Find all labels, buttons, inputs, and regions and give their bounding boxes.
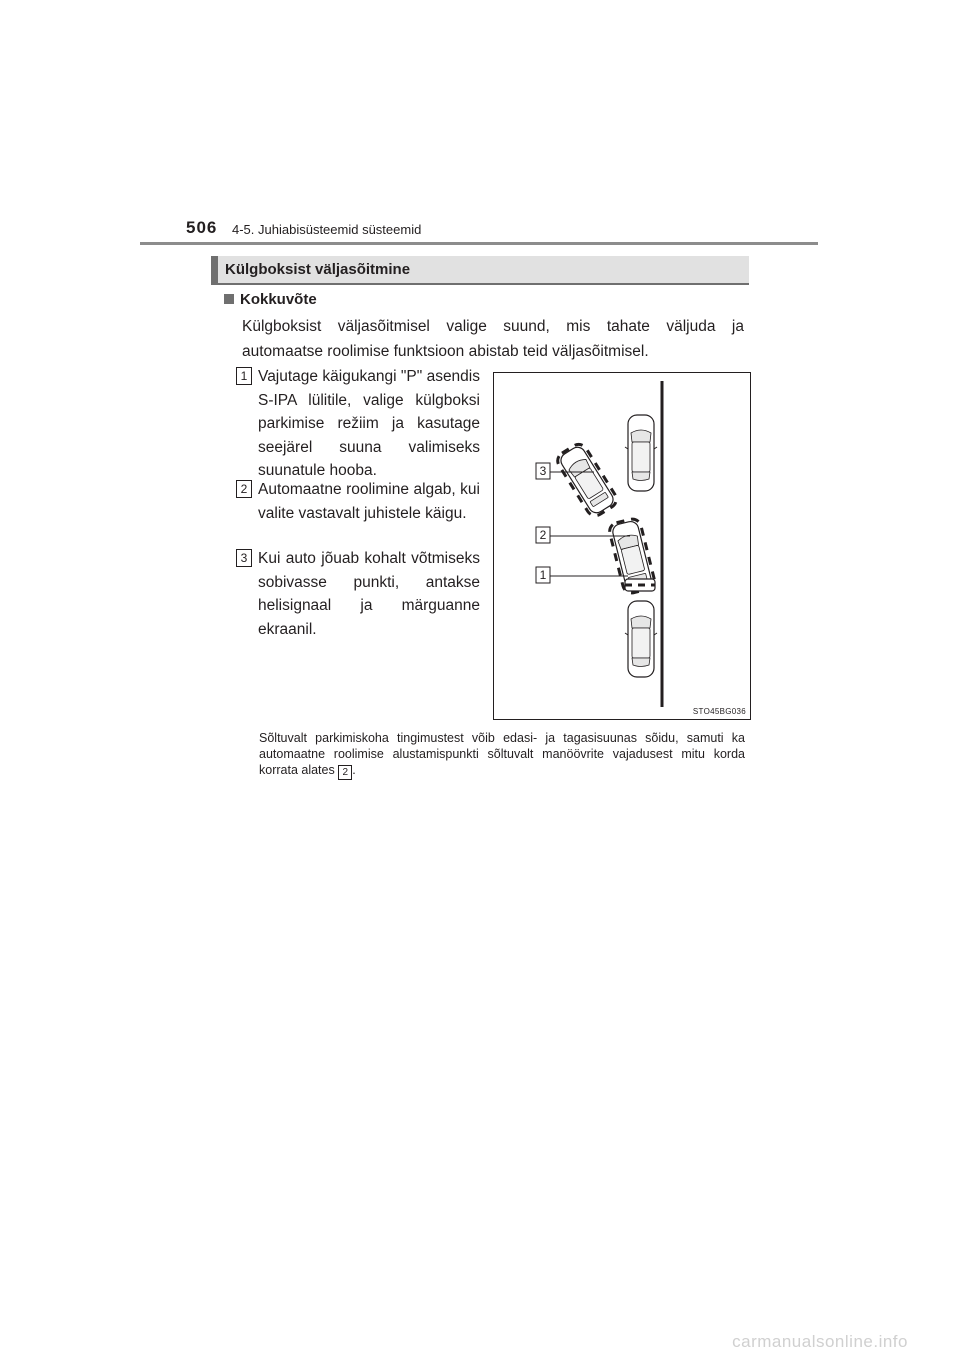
step-text: Kui auto jõuab kohalt võtmiseks sobivasse punkti, antakse helisignaal ja märguanne ekraanil. [258, 550, 480, 638]
note-end: . [352, 763, 356, 777]
step-number-badge: 3 [236, 549, 252, 567]
parked-car-front [625, 415, 657, 491]
step-number-badge: 1 [236, 367, 252, 385]
step-1 [236, 365, 480, 483]
parked-car-rear [625, 601, 657, 677]
parking-exit-figure [493, 372, 751, 720]
section-title: Külgboksist väljasõitmine [225, 261, 411, 278]
figure-code: STO45BG036 [692, 707, 746, 716]
step-number-badge: 2 [236, 480, 252, 498]
header-divider [140, 242, 818, 245]
note-text: Sõltuvalt parkimiskoha tingimustest võib edasi- ja tagasisuunas sõidu, samuti ka automaatne roolimise alustamispunkti sõltuvalt manöövrite vajadusest mitu korda korrata alates [259, 731, 745, 777]
step-text: Automaatne roolimine algab, kui valite vastavalt juhistele käigu. [258, 481, 480, 522]
callout-label-1: 1 [539, 568, 547, 582]
callout-label-2: 2 [539, 528, 547, 542]
section-marker [211, 256, 218, 283]
step-3 [236, 547, 480, 641]
watermark: carmanualsonline.info [732, 1332, 908, 1351]
ego-car-position-3 [554, 441, 619, 519]
step-2 [236, 478, 480, 525]
step-text: Vajutage käigukangi "P" asendis S-IPA lülitile, valige külgboksi parkimise režiim ja kasutage seejärel suuna valimiseks suunatule hooba. [258, 368, 480, 479]
page-number: 506 [186, 218, 218, 237]
square-bullet-icon [224, 294, 234, 304]
inline-step-ref: 2 [338, 765, 352, 780]
note-paragraph [259, 730, 745, 780]
intro-paragraph: Külgboksist väljasõitmisel valige suund, mis tahate väljuda ja automaatse roolimise funktsioon abistab teid väljasõitmisel. [242, 318, 744, 360]
ego-car-position-2 [625, 579, 655, 591]
parking-diagram [494, 373, 750, 719]
section-heading-bar [211, 256, 749, 285]
subsection-title: Kokkuvõte [240, 291, 317, 308]
subsection-heading [224, 291, 317, 308]
callout-label-3: 3 [539, 464, 547, 478]
chapter-title: 4-5. Juhiabisüsteemid süsteemid [232, 222, 422, 237]
